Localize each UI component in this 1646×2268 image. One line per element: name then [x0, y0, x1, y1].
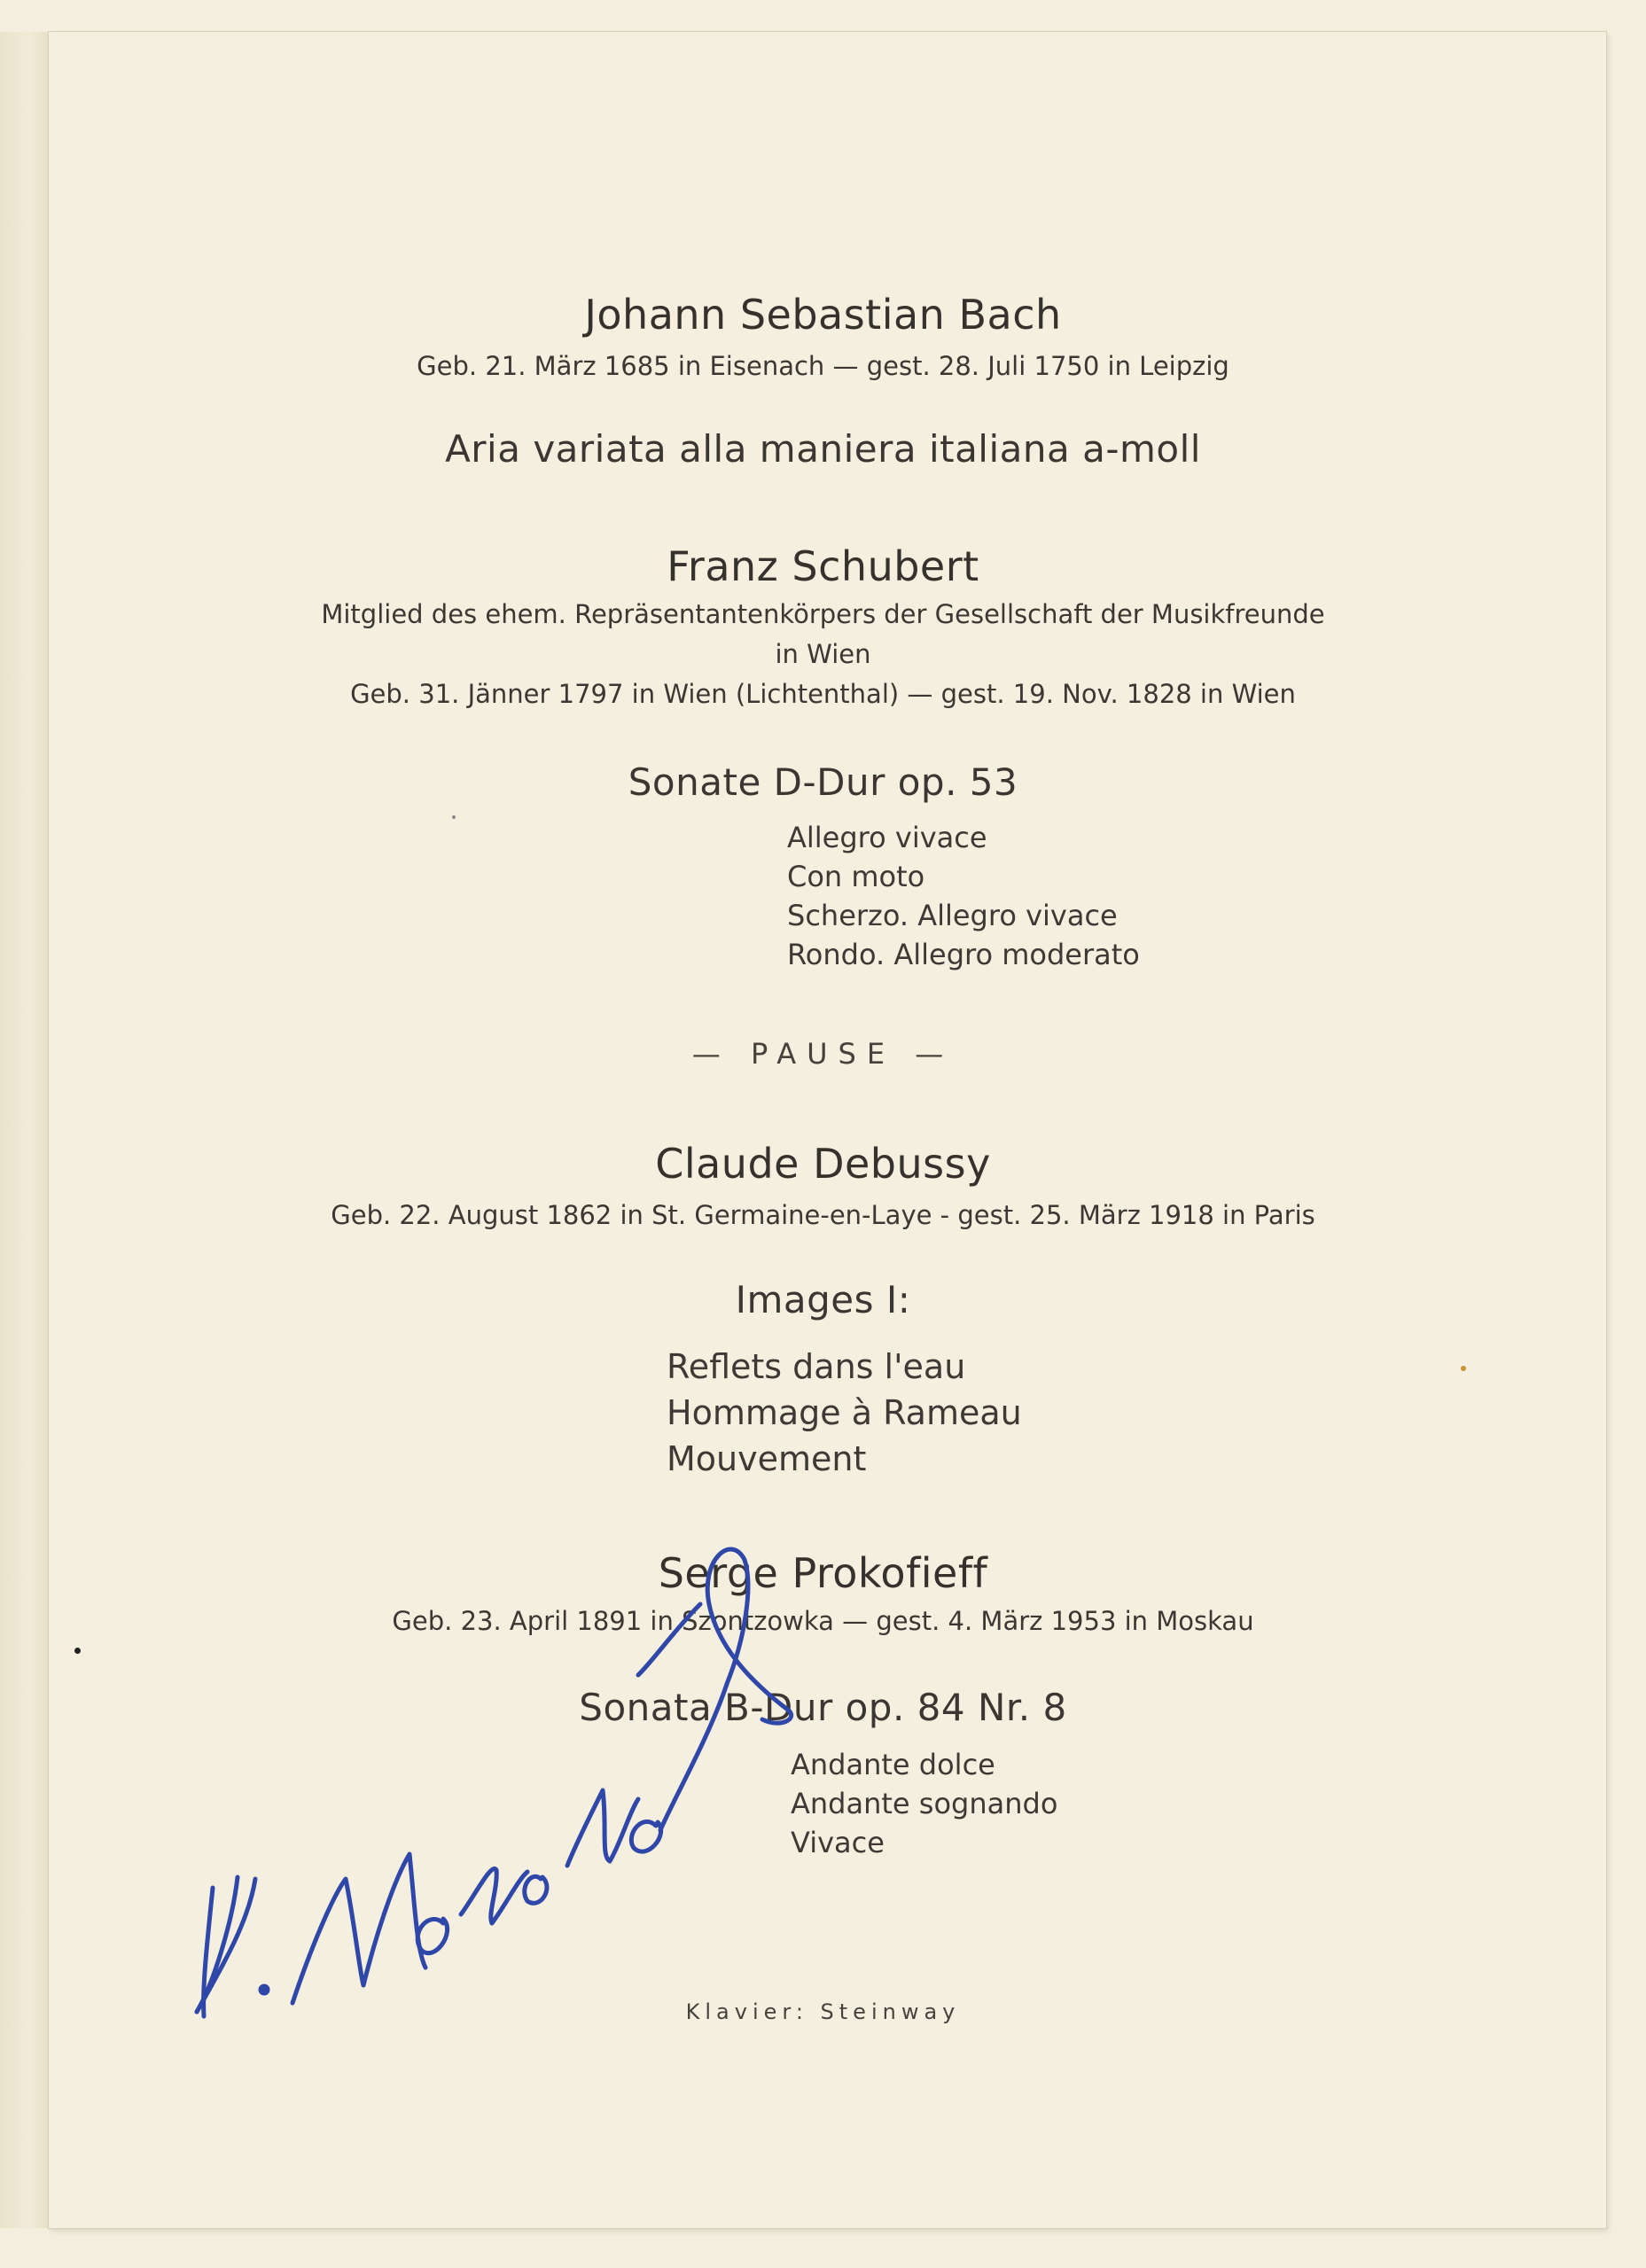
- note-schubert-line2: in Wien: [775, 639, 871, 669]
- speck-mark: [452, 815, 456, 819]
- movement-schubert-4: Rondo. Allegro moderato: [787, 938, 1140, 971]
- movement-schubert-2: Con moto: [787, 860, 925, 893]
- movement-debussy-3: Mouvement: [667, 1439, 867, 1478]
- composer-debussy: Claude Debussy: [655, 1140, 991, 1188]
- movement-prokofieff-1: Andante dolce: [791, 1748, 995, 1781]
- intermission: — PAUSE —: [691, 1037, 955, 1071]
- movement-debussy-1: Reflets dans l'eau: [667, 1347, 966, 1386]
- speck-mark: [1461, 1366, 1466, 1371]
- note-schubert-line1: Mitglied des ehem. Repräsentantenkörpers der Gesellschaft der Musikfreunde: [321, 599, 1325, 629]
- life-dates-bach: Geb. 21. März 1685 in Eisenach — gest. 28. Juli 1750 in Leipzig: [417, 351, 1229, 381]
- composer-prokofieff: Serge Prokofieff: [658, 1549, 988, 1597]
- work-prokofieff: Sonata B-Dur op. 84 Nr. 8: [579, 1686, 1067, 1729]
- life-dates-debussy: Geb. 22. August 1862 in St. Germaine-en-Laye - gest. 25. März 1918 in Paris: [331, 1200, 1315, 1230]
- movement-schubert-3: Scherzo. Allegro vivace: [787, 899, 1118, 932]
- work-debussy: Images I:: [735, 1278, 911, 1321]
- handwritten-signature: [177, 1507, 886, 2021]
- life-dates-schubert: Geb. 31. Jänner 1797 in Wien (Lichtenthal) — gest. 19. Nov. 1828 in Wien: [350, 679, 1296, 709]
- work-schubert: Sonate D-Dur op. 53: [628, 760, 1018, 804]
- movement-prokofieff-2: Andante sognando: [791, 1787, 1058, 1820]
- work-bach: Aria variata alla maniera italiana a-moll: [445, 427, 1201, 471]
- movement-prokofieff-3: Vivace: [791, 1826, 885, 1859]
- speck-mark: [74, 1648, 81, 1654]
- composer-bach: Johann Sebastian Bach: [584, 291, 1062, 339]
- piano-note: Klavier: Steinway: [685, 1999, 961, 2024]
- movement-schubert-1: Allegro vivace: [787, 821, 987, 854]
- movement-debussy-2: Hommage à Rameau: [667, 1393, 1022, 1432]
- composer-schubert: Franz Schubert: [667, 542, 979, 590]
- life-dates-prokofieff: Geb. 23. April 1891 in Szontzowka — gest. 4. März 1953 in Moskau: [392, 1606, 1254, 1636]
